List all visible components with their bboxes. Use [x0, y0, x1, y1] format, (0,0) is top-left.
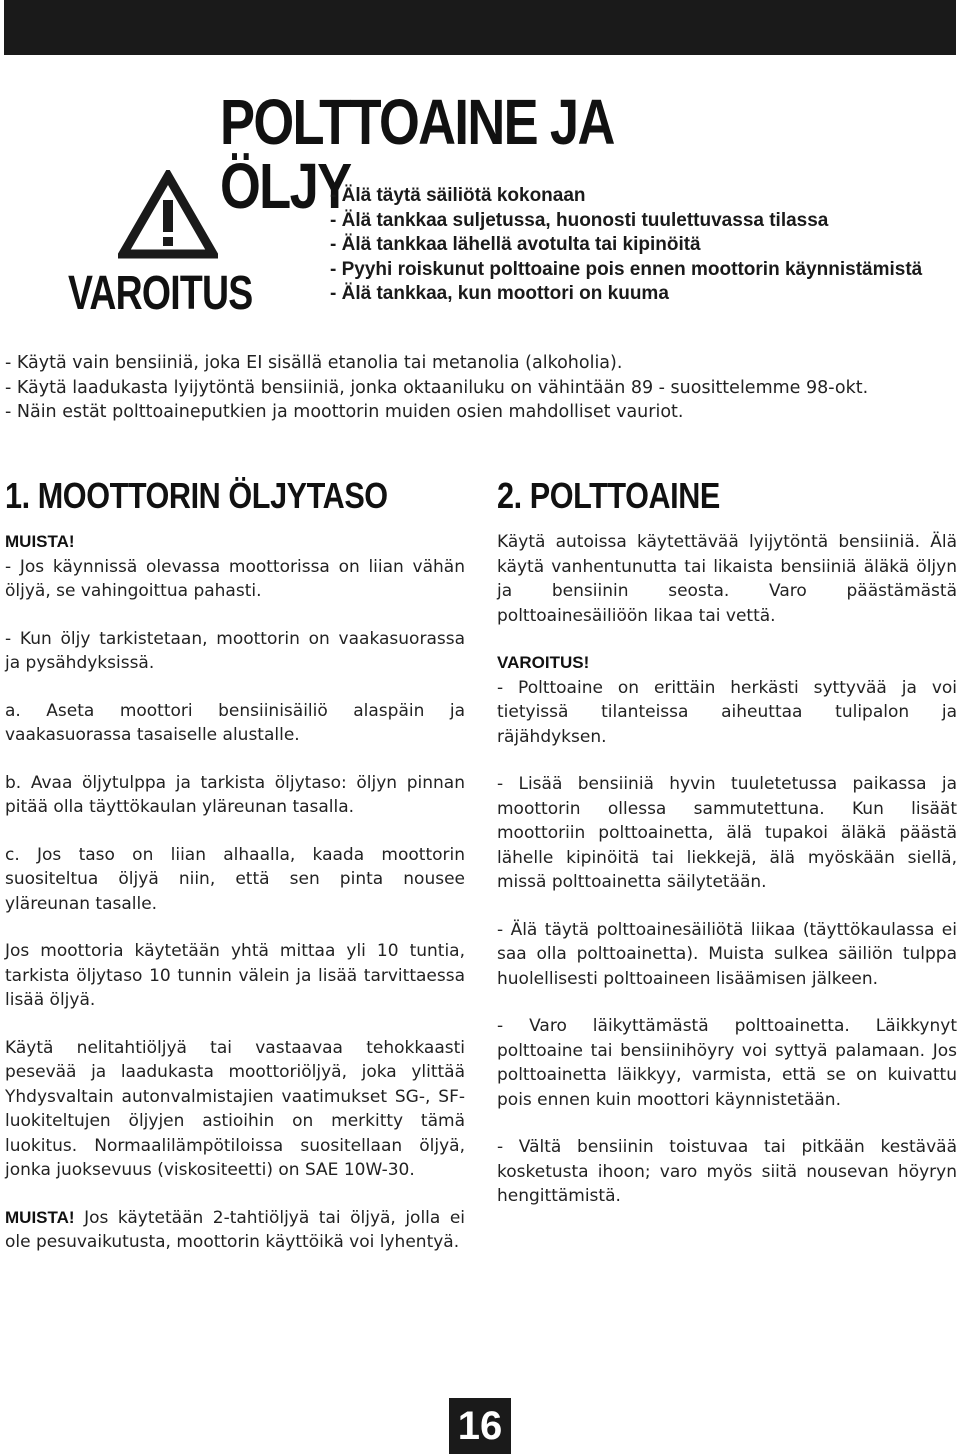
intro-item: - Käytä laadukasta lyijytöntä bensiiniä, jonka oktaaniluku on vähintään 89 - suosittelemme 98-okt.: [5, 377, 869, 398]
intro-item: - Näin estät polttoaineputkien ja moottorin muiden osien mahdolliset vauriot.: [5, 402, 684, 422]
fuel-title: 2. POLTTOAINE: [497, 475, 720, 516]
muista-label: MUISTA!: [5, 1207, 75, 1227]
oil-paragraph: a. Aseta moottori bensiinisäiliö alaspäin ja vaakasuorassa tasaiselle alustalle.: [5, 700, 465, 745]
oil-paragraph: c. Jos taso on liian alhaalla, kaada moottorin suositeltua öljyä niin, että sen pinta nousee yläreunan tasalle.: [5, 844, 465, 914]
top-bar: [4, 0, 956, 55]
fuel-section: [497, 476, 957, 1232]
warning-block: [60, 160, 280, 330]
warning-item: - Älä tankkaa, kun moottori on kuuma: [330, 283, 669, 304]
oil-note-paragraph: [5, 1206, 465, 1255]
fuel-paragraph: Käytä autoissa käytettävää lyijytöntä bensiiniä. Älä käytä vanhentunutta tai likaista bensiiniä äläkä öljyn ja bensiinin seosta. Varo päästämästä polttoainesäiliöön likaa tai vettä.: [497, 532, 957, 626]
page-number: 16: [449, 1398, 511, 1454]
oil-paragraph: - Kun öljy tarkistetaan, moottorin on vaakasuorassa ja pysähdyksissä.: [5, 628, 465, 673]
oil-paragraph: Jos moottoria käytetään yhtä mittaa yli 10 tuntia, tarkista öljytaso 10 tunnin välein ja lisää tarvittaessa lisää öljyä.: [5, 941, 465, 1010]
oil-paragraph: b. Avaa öljytulppa ja tarkista öljytaso: öljyn pinnan pitää olla täyttökaulan yläreunan tasalla.: [5, 772, 465, 817]
fuel-paragraph: - Polttoaine on erittäin herkästi syttyvää ja voi tietyissä tilanteissa aiheuttaa tulipalon ja räjähdyksen.: [497, 677, 957, 747]
intro-list: [5, 351, 955, 425]
fuel-paragraph: - Vältä bensiinin toistuvaa tai pitkään kestävää kosketusta ihoon; varo myös siitä nousevan höyryn hengittämistä.: [497, 1137, 957, 1206]
muista-heading: MUISTA!: [5, 532, 75, 551]
varoitus-heading: VAROITUS!: [497, 653, 590, 672]
warning-item: - Älä tankkaa suljetussa, huonosti tuulettuvassa tilassa: [330, 209, 829, 231]
oil-paragraph: Käytä nelitahtiöljyä tai vastaavaa tehokkaasti pesevää ja laadukasta moottoriöljyä, joka ylittää Yhdysvaltain autonvalmistajien vaatimukset SG-, SF-luokiteltujen öljyjen astioihin on merkitty tämä luokitus. Normaalilämpötiloissa suositellaan öljyä, jonka juoksevuus (viskositeetti) on SAE 10W-30.: [5, 1037, 465, 1180]
warning-triangle-icon: [118, 170, 218, 260]
fuel-paragraph: - Lisää bensiiniä hyvin tuuletetussa paikassa ja moottorin ollessa sammutettuna. Kun lisäät moottoriin polttoainetta, älä tupakoi äläkä päästä lähelle kipinöitä tai liekkejä, älä myöskään siellä, missä polttoainetta säilytetään.: [497, 774, 957, 892]
oil-note-text: Jos käytetään 2-tahtiöljyä tai öljyä, jolla ei ole pesuvaikutusta, moottorin käyttöikä voi lyhentyä.: [5, 1207, 465, 1252]
oil-paragraph: - Jos käynnissä olevassa moottorissa on liian vähän öljyä, se vahingoittua pahasti.: [5, 556, 465, 601]
warning-list: [330, 184, 960, 307]
oil-level-title: 1. MOOTTORIN ÖLJYTASO: [5, 475, 388, 516]
fuel-paragraph: - Älä täytä polttoainesäiliötä liikaa (täyttökaulassa ei saa olla polttoainetta). Muista sulkea säiliön tulppa huolellisesti polttoaineen lisäämisen jälkeen.: [497, 919, 957, 989]
fuel-paragraph: - Varo läikyttämästä polttoainetta. Läikkynyt polttoaine tai bensiinihöyry voi syttyä palamaan. Jos polttoainetta läikkyy, varmista, että se on kuivattu pois ennen kuin moottori käynnistetään.: [497, 1016, 957, 1110]
warning-label: VAROITUS: [68, 267, 253, 320]
page-title: POLTTOAINE JA ÖLJY: [220, 86, 612, 222]
warning-item: - Älä tankkaa lähellä avotulta tai kipinöitä: [330, 234, 701, 255]
oil-level-section: [5, 476, 465, 1278]
warning-item: - Älä täytä säiliötä kokonaan: [330, 185, 586, 206]
intro-item: - Käytä vain bensiiniä, joka EI sisällä etanolia tai metanolia (alkoholia).: [5, 353, 623, 373]
warning-item: - Pyyhi roiskunut polttoaine pois ennen moottorin käynnistämistä: [330, 258, 923, 280]
